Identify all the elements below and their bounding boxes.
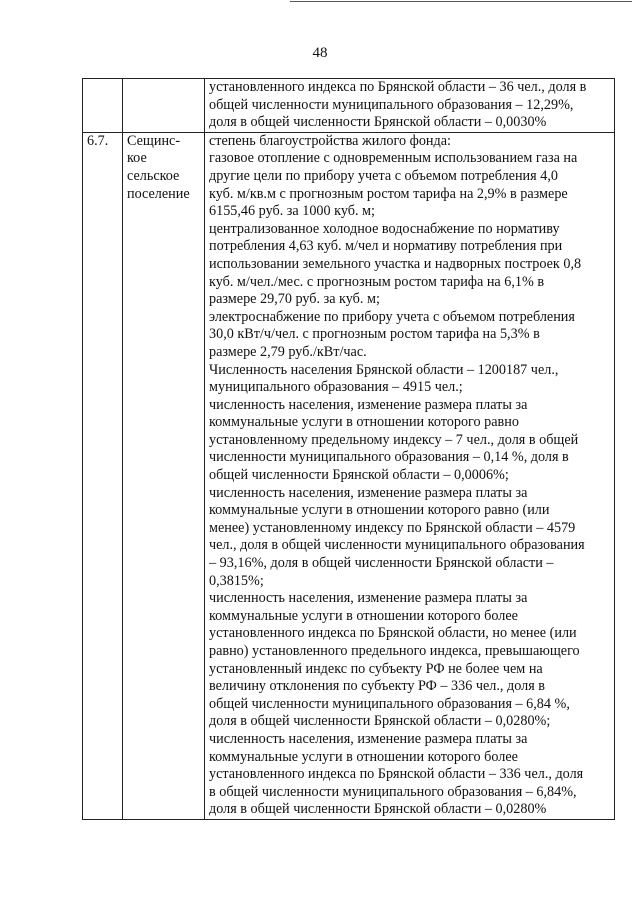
text-line: 30,0 кВт/ч/чел. с прогнозным ростом тарифа на 5,3% в xyxy=(209,326,540,343)
text-line: использовании земельного участка и надворных построек 0,8 xyxy=(209,255,582,272)
description-cell xyxy=(205,79,615,133)
text-line: 0,3815%; xyxy=(209,572,264,589)
text-line: размере 29,70 руб. за куб. м; xyxy=(209,291,380,308)
text-line: в общей численности муниципального образования – 6,84%, xyxy=(209,783,577,800)
text-line: менее) установленному индексу по Брянской области – 4579 xyxy=(209,519,576,536)
text-line: установленному предельному индексу – 7 чел., доля в общей xyxy=(209,431,579,448)
text-line: численности муниципального образования – 0,14 %, доля в xyxy=(209,449,569,466)
text-line: равно) установленного предельного индекса, превышающего xyxy=(209,643,580,659)
page-number: 48 xyxy=(312,45,328,61)
text-line: муниципального образования – 4915 чел.; xyxy=(209,379,463,396)
text-line: централизованное холодное водоснабжение по нормативу xyxy=(209,220,560,237)
text-line: общей численности Брянской области – 0,0006%; xyxy=(209,467,509,484)
text-line: газовое отопление с одновременным использованием газа на xyxy=(209,150,578,167)
text-line: установленный индекс по субъекту РФ не более чем на xyxy=(209,660,543,677)
text-line: численность населения, изменение размера платы за xyxy=(209,730,528,747)
text-line: общей численности муниципального образования – 6,84 %, xyxy=(209,695,570,712)
top-rule xyxy=(290,1,632,2)
text-line: куб. м/кв.м с прогнозным ростом тарифа на 2,9% в размере xyxy=(209,185,568,202)
text-line: установленного индекса по Брянской области – 336 чел., доля xyxy=(209,766,584,783)
text-line: чел., доля в общей численности муниципального образования xyxy=(209,537,585,554)
text-line: потребления 4,63 куб. м/чел и нормативу потребления при xyxy=(209,238,563,255)
text-line: электроснабжение по прибору учета с объемом потребления xyxy=(209,308,575,325)
text-line: коммунальные услуги в отношении которого равно (или xyxy=(209,502,550,519)
text-line: доля в общей численности Брянской области – 0,0280%; xyxy=(209,713,551,730)
text-line: общей численности муниципального образования – 12,29%, xyxy=(209,96,574,113)
text-line: 6155,46 руб. за 1000 куб. м; xyxy=(209,203,375,220)
text-line: численность населения, изменение размера платы за xyxy=(209,484,528,501)
text-line: величину отклонения по субъекту РФ – 336 чел., доля в xyxy=(209,678,545,695)
text-line: установленного индекса по Брянской области – 36 чел., доля в xyxy=(209,79,587,95)
text-line: размере 2,79 руб./кВт/час. xyxy=(209,343,367,360)
text-line: – 93,16%, доля в общей численности Брянской области – xyxy=(209,555,554,572)
text-line: поселение xyxy=(127,185,190,202)
text-line: сельское xyxy=(127,167,180,184)
text-line: численность населения, изменение размера платы за xyxy=(209,396,528,413)
row-number-cell: 6.7. xyxy=(83,132,123,819)
text-line: Сещинс- xyxy=(127,132,181,149)
municipality-name-cell xyxy=(123,79,205,133)
text-line: Численность населения Брянской области – 1200187 чел., xyxy=(209,361,559,378)
text-line: коммунальные услуги в отношении которого более xyxy=(209,607,518,624)
text-line: коммунальные услуги в отношении которого равно xyxy=(209,414,519,431)
row-number-cell xyxy=(83,79,123,133)
text-line: доля в общей численности Брянской области – 0,0280% xyxy=(209,801,547,818)
text-line: коммунальные услуги в отношении которого более xyxy=(209,748,518,765)
table-row-6-7 xyxy=(83,132,615,819)
text-line: степень благоустройства жилого фонда: xyxy=(209,132,451,149)
text-line: доля в общей численности Брянской области – 0,0030% xyxy=(209,114,547,131)
text-line: другие цели по прибору учета с объемом потребления 4,0 xyxy=(209,167,558,184)
table-row-continuation xyxy=(83,79,615,133)
document-table xyxy=(82,78,615,820)
text-line: кое xyxy=(127,150,147,167)
text-line: численность населения, изменение размера платы за xyxy=(209,590,528,607)
description-cell xyxy=(205,132,615,819)
text-line: установленного индекса по Брянской области, но менее (или xyxy=(209,625,577,642)
municipality-name-cell xyxy=(123,132,205,819)
text-line: куб. м/чел./мес. с прогнозным ростом тарифа на 6,1% в xyxy=(209,273,545,290)
